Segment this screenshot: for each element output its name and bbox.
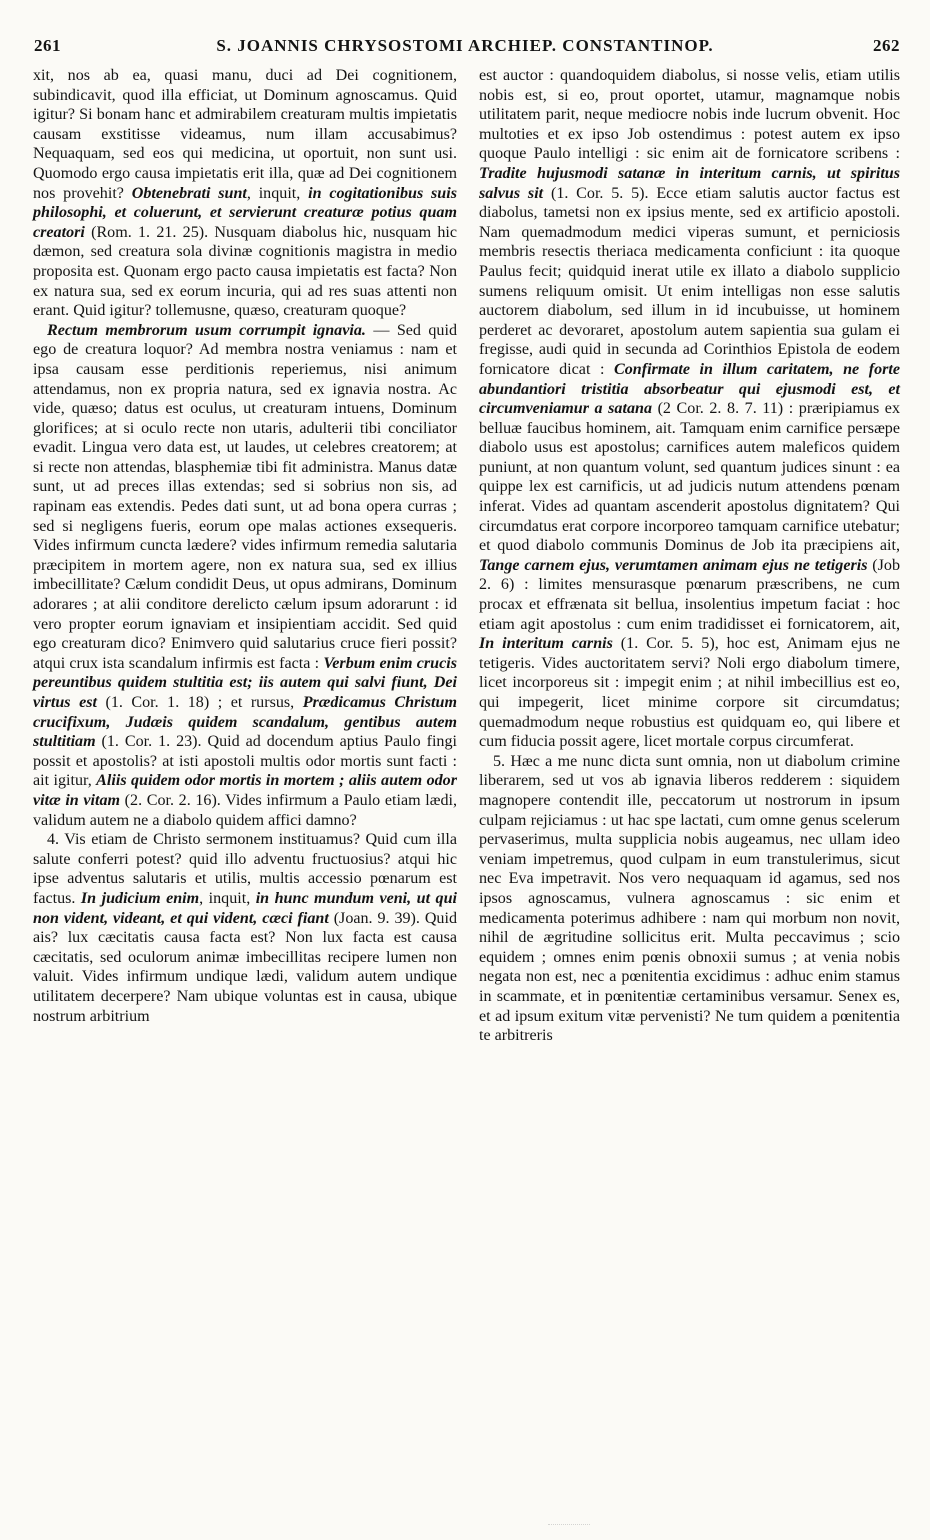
text-run: xit, nos ab ea, quasi manu, duci ad Dei cognitionem, subindicavit, quod illa efficiat, ut Dominum agnoscamus. Quid igitur? Si bonam hanc et admirabilem creaturam multis impietatis causam exstitisse videamus, num illam accusabimus? Nequaquam, sed eos qui medicina, ut oportuit, non sunt usi. Quomodo ergo causa impietatis erit illa, quæ ad Dei cognitionem nos provehit? <box>33 67 457 202</box>
italic-quotation: Rectum membrorum usum corrumpit ignavia. <box>47 321 366 339</box>
text-run: 4. Vis etiam de Christo sermonem instituamus? Quid cum illa salute conferri potest? quid illo adventu fructuosius? atqui hic ipse adventus salutaris et utilis, multis accessio pœnarum est factus. <box>33 831 457 907</box>
italic-quotation: Aliis quidem odor mortis in mortem ; aliis autem odor vitæ in vitam <box>33 772 457 809</box>
italic-quotation: in cogitationibus suis philosophi, et coluerunt, et servierunt creaturæ potius quam creatori <box>33 184 457 241</box>
paragraph <box>479 752 900 1046</box>
italic-quotation: Tradite hujusmodi satanæ in interitum carnis, ut spiritus salvus sit <box>479 164 900 202</box>
italic-quotation: Confirmate in illum caritatem, ne forte abundantiori tristitia absorbeatur qui ejusmodi est, et circumveniamur a satana <box>479 360 900 418</box>
paragraph <box>479 66 900 752</box>
print-mark <box>548 1524 590 1535</box>
page-number-left: 261 <box>34 36 61 55</box>
paragraph <box>33 321 457 830</box>
text-run: , inquit, <box>246 184 309 202</box>
text-run: (1. Cor. 5. 5), hoc est, Animam ejus ne tetigeris. Vides auctoritatem servi? Noli ergo diabolum timere, licet incorporeus sit : impegit enim ; at nihil imbecillius est eo, qui impegerit, licet minime corpore sit circumdatus; quemadmodum neque robustius est quidquam eo, qui libere et cum fiducia possit agere, licet mortale corpus circumferat. <box>479 635 900 751</box>
page-header <box>20 36 910 64</box>
text-run: (Rom. 1. 21. 25). Nusquam diabolus hic, nusquam hic dæmon, sed creatura sola divinæ cognitionis magistra in medio proposita est. Quonam ergo pacto causa impietatis est facta? Non ex natura sua, sed ex eorum incuria, qui ad res suas attenti non erant. Quid igitur? tollemusne, quæso, creaturam quoque? <box>33 223 457 320</box>
italic-quotation: in hunc mundum veni, ut qui non vident, videant, et qui vident, cæci fiant <box>33 889 457 927</box>
text-run: (Job 2. 6) : limites mensurasque pœnarum præscribens, ne cum procax et effrænata sit bellua, insolentius impetum faciat : hoc etiam agit apostolus : cum enim tradidisset ei fornicatorem, ait, <box>479 556 900 633</box>
italic-quotation: Obtenebrati sunt <box>131 184 247 202</box>
italic-quotation: In interitum carnis <box>479 635 613 653</box>
page-number-right: 262 <box>873 36 900 55</box>
text-run: (1. Cor. 1. 18) ; et rursus, <box>96 694 303 711</box>
text-run: 5. Hæc a me nunc dicta sunt omnia, non ut diabolum crimine liberarem, sed ut vos ab ignavia liberos redderem : siquidem magnopere contendit ille, peccatorum ut nostrorum in ipsum culpam rejiciamus : ut hac spe lactati, cum omne genus scelerum pervaserimus, multa supplicia nobis augeamus, nec ullam ideo veniam impetremus, quod culpam in eum transtulerimus, sicut nec Eva impetravit. Nos vero nequaquam id agamus, sed nos ipsos agnoscamus, vulnera agnoscamus : sic enim et medicamenta poterimus adhibere : nam qui morbum non novit, nihil de ægritudine sollicitus erit. Multa peccavimus ; scio equidem ; omnes enim pœnis obnoxii sumus ; at venia nobis negata non est, nec a pœnitentia excidimus : adhuc enim stamus in scammate, et in pœnitentiæ certaminibus versamur. Senex es, et ad ipsum exitum vitæ pervenisti? Ne tum quidem a pœnitentia te arbitreris <box>479 752 900 1045</box>
text-run: (1. Cor. 1. 23). Quid ad docendum aptius Paulo fingi possit et apostolis? at isti apostoli multis odor mortis sunt facti : ait igitur, <box>33 733 457 790</box>
italic-quotation: In judicium enim <box>80 889 200 907</box>
italic-quotation: Tange carnem ejus, verumtamen animam ejus ne tetigeris <box>479 556 868 574</box>
paragraph <box>33 66 457 321</box>
text-column-left <box>33 66 457 1026</box>
italic-quotation: Prædicamus Christum crucifixum, Judæis quidem scandalum, gentibus autem stultitiam <box>33 694 457 751</box>
text-run: , inquit, <box>199 889 256 907</box>
text-run: (2 Cor. 2. 8. 7. 11) : præripiamus ex belluæ faucibus hominem, ait. Tamquam enim carnifice persæpe diabolo usus est apostolus; carnifices autem maleficos quidem puniunt, at non quantum volunt, sed quantum judices sinunt : ea quippe lex est carnificis, ut ad judicis nutum attendens pœnam inferat. Vides ad quantam ascenderit apostolus dignitatem? Qui circumdatus erat corpore incorporeo tamquam carnifice utebatur; et quod diabolo communis Dominus de Job ita præcipiens ait, <box>479 400 900 555</box>
text-run: (1. Cor. 5. 5). Ecce etiam salutis auctor factus est diabolus, tametsi non ex ipsius mente, sed ex artificio apostoli. Nam quemadmodum medici viperas sumunt, et perniciosis membris resectis theriaca medicamenta conficiunt : ita quoque Paulus fecit; quidquid inerat utile ex illato a diabolo supplicio sumens reliquum omisit. Ut enim intelligas non esse salutis auctorem diabolum, sed illum in id incubuisse, ut hominem perderet ac devoraret, apostolum autem sapientia sua gulam ei fregisse, audi quid in secunda ad Corinthios Epistola de eodem fornicatore dicat : <box>479 184 901 378</box>
text-run: — Sed quid ego de creatura loquor? Ad membra nostra veniamus : nam et ipsa causam esse perditionis reperiemus, nisi animum attendamus, non ex propria natura, sed ex ignavia nostra. Ac vide, quæso; datus est oculus, ut creaturam intuens, Dominum glorifices; at si oculo recte non utaris, adulterii tibi conciliator evadit. Lingua vero data est, ut laudes, ut celebres creatorem; at si recte non attendas, blasphemiæ tibi fit administra. Manus datæ sunt, ut ad preces illas extendas; sed si sobrius non sis, ad rapinam eas extendis. Pedes dati sunt, ut ad bona opera curras ; sed si negligens fueris, eorum ope malas actiones exsequeris. Vides infirmum cuncta lædere? vides infirmum remedia salutaria præcipitem in mortem agere, non ex natura sua, sed ex illius imbecillitate? Cælum condidit Deus, ut opus admirans, Dominum adorares ; at alii conditore derelicto cælum ipsum adorarunt : id vero propter eorum ignaviam et insipientiam accidit. Sed quid ego creaturam dico? Enimvero quid salutarius cruce fieri possit? atqui crux ista scandalum infirmis est facta : <box>33 321 457 672</box>
text-column-right <box>479 66 900 1046</box>
paragraph <box>33 830 457 1026</box>
italic-quotation: Verbum enim crucis pereuntibus quidem stultitia est; iis autem qui salvi fiunt, Dei virtus est <box>33 654 457 711</box>
text-run: (2. Cor. 2. 16). Vides infirmum a Paulo etiam lædi, validum autem ne a diabolo quidem affici damno? <box>33 791 457 829</box>
running-title: S. JOANNIS CHRYSOSTOMI ARCHIEP. CONSTANTINOP. <box>216 36 714 55</box>
text-run: est auctor : quandoquidem diabolus, si nosse velis, etiam utilis nobis est, si eo, prout oportet, utamur, magnamque nobis utilitatem parit, neque mediocre nobis inde lucrum obvenit. Hoc multoties et ex ipso Job ostendimus : potest autem ex ipso quoque Paulo intelligi : sic enim ait de fornicatore scribens : <box>479 67 900 163</box>
text-run: (Joan. 9. 39). Quid ais? lux cæcitatis causa facta est? Non lux facta est causa cæcitatis, sed oculorum animæ imbecillitas recipere lumen non valuit. Vides infirmum undique lædi, validum autem undique utilitatem decerpere? Nam ubique voluntas est in causa, ubique nostrum arbitrium <box>33 909 458 1025</box>
